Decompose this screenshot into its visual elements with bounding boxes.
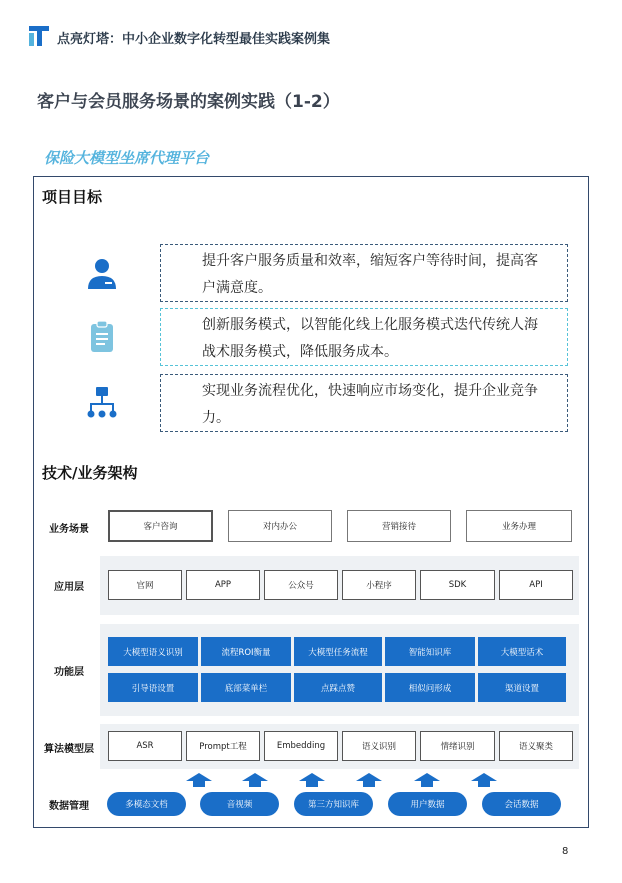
app-item: 小程序 (342, 570, 416, 600)
header-title: 点亮灯塔：中小企业数字化转型最佳实践案例集 (57, 32, 331, 47)
function-item: 底部菜单栏 (201, 673, 291, 702)
row-label-business: 业务场景 (49, 524, 89, 535)
org-chart-icon (86, 386, 118, 420)
function-item: 渠道设置 (478, 673, 566, 702)
app-item: 官网 (108, 570, 182, 600)
function-item: 流程ROI衡量 (201, 637, 291, 666)
up-arrow-icon (356, 773, 382, 787)
up-arrow-icon (299, 773, 325, 787)
row-label-data: 数据管理 (49, 801, 89, 812)
goal-box-3: 实现业务流程优化，快速响应市场变化，提升企业竞争力。 (160, 374, 568, 432)
row-label-algorithm: 算法模型层 (44, 744, 94, 755)
architecture-title: 技术/业务架构 (42, 464, 138, 482)
page-title: 客户与会员服务场景的案例实践（1-2） (37, 92, 340, 112)
row-label-function: 功能层 (54, 667, 84, 678)
algo-item: 语义聚类 (499, 731, 573, 761)
function-item: 大模型任务流程 (294, 637, 382, 666)
up-arrow-icon (186, 773, 212, 787)
app-item: SDK (420, 570, 495, 600)
biz-item: 客户咨询 (108, 510, 213, 542)
case-subtitle: 保险大模型坐席代理平台 (44, 149, 210, 167)
user-icon (86, 257, 118, 291)
app-item: 公众号 (264, 570, 338, 600)
app-item: API (499, 570, 573, 600)
algo-item: Embedding (264, 731, 338, 761)
data-item: 第三方知识库 (294, 792, 373, 816)
up-arrow-icon (414, 773, 440, 787)
data-item: 用户数据 (388, 792, 467, 816)
algo-item: 情绪识别 (420, 731, 495, 761)
function-item: 相似问形成 (385, 673, 475, 702)
biz-item: 营销接待 (347, 510, 451, 542)
algo-item: Prompt工程 (186, 731, 260, 761)
up-arrow-icon (242, 773, 268, 787)
up-arrow-icon (471, 773, 497, 787)
function-item: 引导语设置 (108, 673, 198, 702)
data-item: 多模态文档 (107, 792, 186, 816)
page-number: 8 (562, 846, 569, 857)
data-item: 会话数据 (482, 792, 561, 816)
function-item: 智能知识库 (385, 637, 475, 666)
row-label-application: 应用层 (54, 582, 84, 593)
goal-box-1: 提升客户服务质量和效率，缩短客户等待时间，提高客户满意度。 (160, 244, 568, 302)
biz-item: 对内办公 (228, 510, 332, 542)
goal-box-2: 创新服务模式，以智能化线上化服务模式迭代传统人海战术服务模式，降低服务成本。 (160, 308, 568, 366)
function-item: 大模型语义识别 (108, 637, 198, 666)
function-item: 大模型话术 (478, 637, 566, 666)
goals-title: 项目目标 (42, 188, 103, 206)
clipboard-icon (86, 320, 118, 354)
function-item: 点踩点赞 (294, 673, 382, 702)
brand-logo-icon (29, 26, 49, 46)
app-item: APP (186, 570, 260, 600)
algo-item: ASR (108, 731, 182, 761)
algo-item: 语义识别 (342, 731, 416, 761)
data-item: 音视频 (200, 792, 279, 816)
biz-item: 业务办理 (466, 510, 572, 542)
